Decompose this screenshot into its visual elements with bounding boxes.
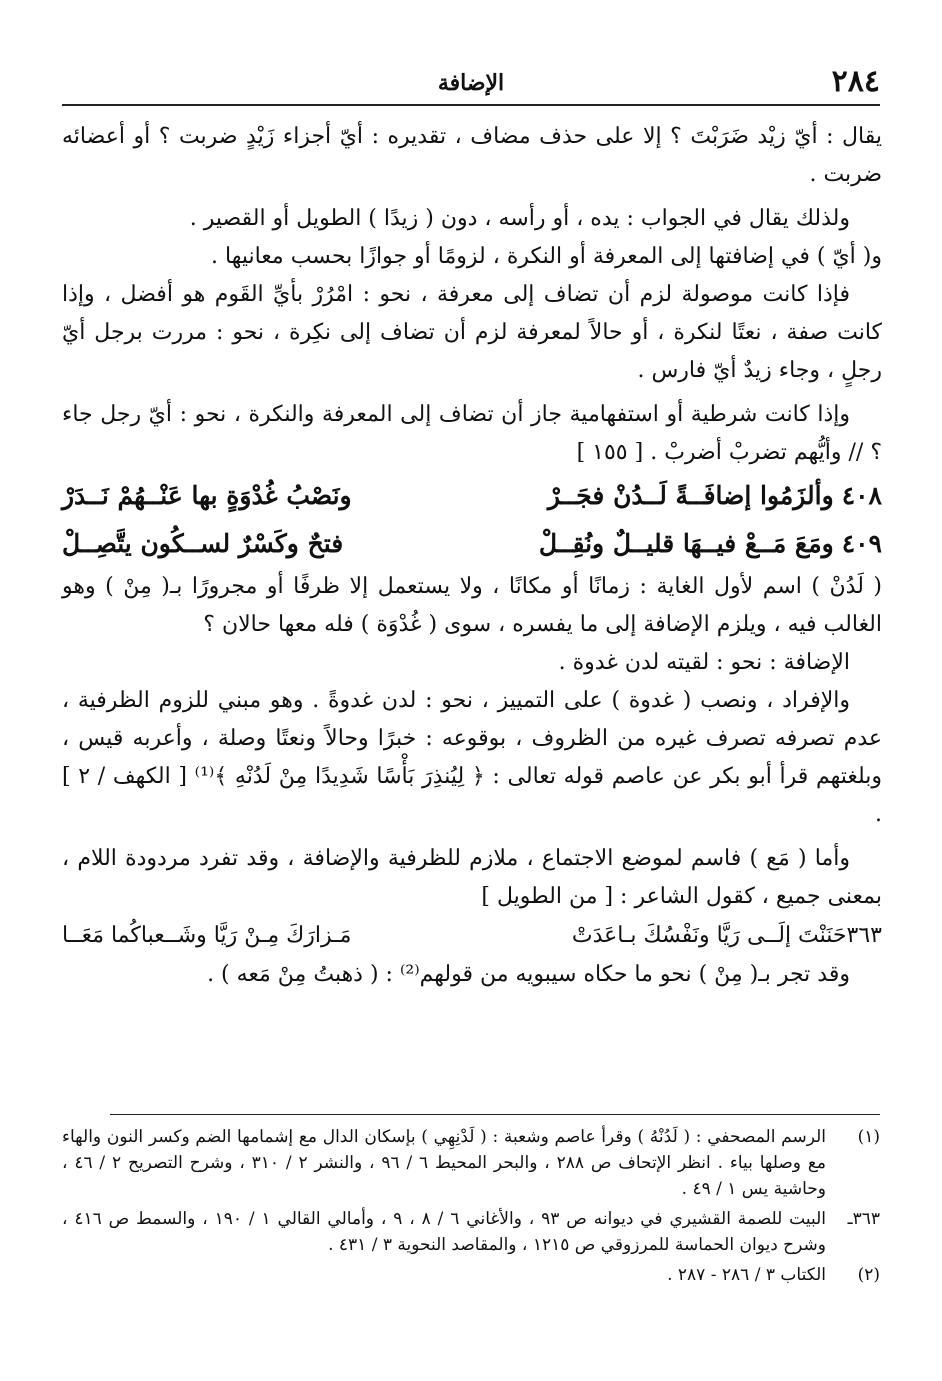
poem-line-363 xyxy=(62,916,882,956)
paragraph-2: ولذلك يقال في الجواب : يده ، أو رأسه ، دون ( زيدًا ) الطويل أو القصير . xyxy=(189,206,850,231)
poem-number: ٣٦٣ xyxy=(846,923,882,948)
footnote-text: الكتاب ٣ / ٢٨٦ - ٢٨٧ . xyxy=(667,1265,826,1285)
poem-first-hemistich: حَنَنْتَ إلَــى رَيَّا ونَفْسُكَ بـاعَدَتْ xyxy=(571,923,847,948)
footnote xyxy=(62,1262,880,1288)
footnote xyxy=(62,1124,880,1202)
paragraph-7: الإضافة : نحو : لقيته لدن غدوة . xyxy=(558,650,850,675)
paragraph-10: وقد تجر بـ( مِنْ ) نحو ما حكاه سيبويه من قولهم⁽²⁾ : ( ذهبتُ مِنْ مَعه ) . xyxy=(207,962,850,987)
paragraph-5-text: وإذا كانت شرطية أو استفهامية جاز أن تضاف إلى المعرفة والنكرة ، نحو : أيّ رجل جاء ؟ // وأيُّهم تضربْ أضربْ . xyxy=(62,402,882,465)
paragraph-4: فإذا كانت موصولة لزم أن تضاف إلى معرفة ، نحو : امْرُرْ بأيِّ القَوم هو أفضل ، وإذا كانت صفة ، نعتًا لنكرة ، أو حالاً لمعرفة لزم أن تضاف إلى نكِرة ، نحو : مررت برجل أيّ رجلٍ ، وجاء زيدٌ أيّ فارس . xyxy=(62,282,882,383)
paragraph-6: ( لَدُنْ ) اسم لأول الغاية : زمانًا أو مكانًا ، ولا يستعمل إلا ظرفًا أو مجرورًا بـ( مِنْ ) وهو الغالب فيه ، ويلزم الإضافة إلى ما يفسره ، سوى ( غُدْوَة ) فله معها حالان ؟ xyxy=(62,574,882,637)
page-number: ٢٨٤ xyxy=(831,64,880,99)
verse-first-hemistich: ومَعَ مَــعْ فيــهَا قليــلٌ ونُقِــلْ xyxy=(538,529,834,558)
verse-first-hemistich: وألزَمُوا إضافَــةً لَــدُنْ فجَــرْ xyxy=(547,481,834,510)
verse-number: ٤٠٨ xyxy=(841,481,882,510)
paragraph-1: يقال : أيّ زيْد ضَرَبْتَ ؟ إلا على حذف مضاف ، تقديره : أيّ أجزاء زَيْدٍ ضربت ؟ أو أعضائه ضربت . xyxy=(62,124,882,187)
alfiya-verse-408 xyxy=(62,472,882,520)
footnote-label: (٢) xyxy=(857,1265,880,1285)
main-text xyxy=(62,118,882,994)
footnote-divider xyxy=(110,1114,880,1115)
footnotes xyxy=(62,1124,880,1292)
alfiya-verse-409 xyxy=(62,520,882,568)
verse-second-hemistich: فتحٌ وكَسْرٌ لســكُون يتَّصِــلْ xyxy=(61,529,344,558)
footnote-text: الرسم المصحفي : ( لَدُنْهُ ) وقرأ عاصم وشعبة : ( لَدْنِهِي ) بإسكان الدال مع إشمامها الضم وكسر النون والهاء مع وصلها بياء . انظر الإتحاف ص ٢٨٨ ، والبحر المحيط ٦ / ٩٦ ، والنشر ٢ / ٣١٠ ، وشرح التصريح ٢ / ٤٦ ، وحاشية يس ١ / ٤٩ . xyxy=(62,1127,826,1199)
footnote-label: (١) xyxy=(857,1127,880,1147)
footnote-text: البيت للصمة القشيري في ديوانه ص ٩٣ ، والأغاني ٦ / ٨ ، ٩ ، وأمالي القالي ١ / ١٩٠ ، والسمط ص ٤١٦ ، وشرح ديوان الحماسة للمرزوقي ص ١٢١٥ ، والمقاصد النحوية ٣ / ٤٣١ . xyxy=(62,1209,827,1255)
verse-number: ٤٠٩ xyxy=(841,529,882,558)
page-header xyxy=(62,62,880,106)
paragraph-9: وأما ( مَع ) فاسم لموضع الاجتماع ، ملازم للظرفية والإضافة ، وقد تفرد مردودة اللام ، بمعنى جميع ، كقول الشاعر : [ من الطويل ] xyxy=(62,846,882,909)
hadith-reference: [ ١٥٥ ] xyxy=(576,440,644,465)
verse-second-hemistich: ونَصْبُ غُدْوَةٍ بها عَنْــهُمْ نَــدَرْ xyxy=(61,481,352,510)
paragraph-8: والإفراد ، ونصب ( غدوة ) على التمييز ، نحو : لدن غدوةً . وهو مبني للزوم الظرفية ، عدم تصرفه تصرف غيره من الظروف ، بوقوعه : خبرًا وحالاً ونعتًا وصلة ، وأعربه قيس ، وبلغتهم قرأ أبو بكر عن عاصم قوله تعالى : ﴿ لِيُنذِرَ بَأْسًا شَدِيدًا مِنْ لَدُنْهِ ﴾⁽¹⁾ [ الكهف / ٢ ] . xyxy=(62,688,883,827)
running-title: الإضافة xyxy=(437,70,505,96)
paragraph-3: و( أيّ ) في إضافتها إلى المعرفة أو النكرة ، لزومًا أو جوازًا بحسب معانيها . xyxy=(211,244,882,269)
paragraph-5 xyxy=(62,396,882,472)
poem-second-hemistich: مَـزارَكَ مِـنْ رَيَّا وشَــعباكُما مَعَــا xyxy=(61,923,352,948)
footnote xyxy=(62,1206,880,1258)
footnote-label: ٣٦٣ـ xyxy=(847,1209,880,1229)
